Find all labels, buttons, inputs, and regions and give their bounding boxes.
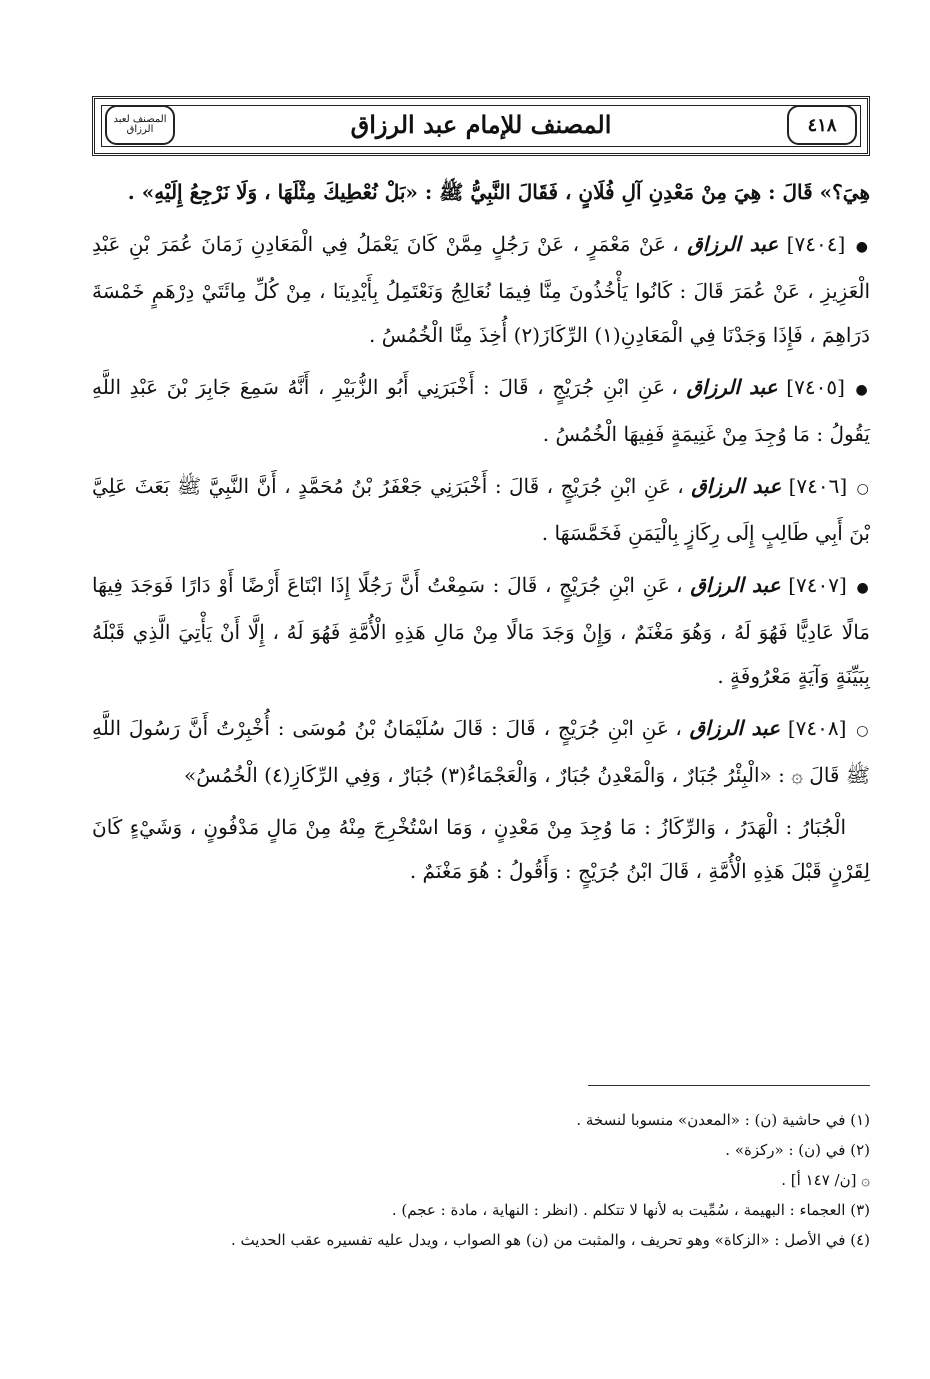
hadith-number: [٧٤٠٨] — [787, 716, 847, 740]
hadith-number: [٧٤٠٥] — [786, 375, 845, 399]
paragraph-text: ، عَنِ ابْنِ جُرَيْجٍ ، قَالَ : سَمِعْتُ أَنَّ رَجُلًا إِذَا ابْتَاعَ أَرْضًا أَوْ دَارًا فَوَجَدَ فِيهَا مَالًا عَادِيًّا فَهُوَ لَهُ ، وَهُوَ مَغْنَمٌ ، وَإِنْ وَجَدَ مَالًا مِنْ مَالِ هَذِهِ الْأُمَّةِ فَهُوَ لَهُ ، إِلَّا أَنْ يَأْتِيَ الَّذِي قَبْلَهُ بِبَيِّنَةٍ وَآيَةٍ مَعْرُوفَةٍ . — [92, 573, 870, 688]
hadith-7405 — [92, 365, 870, 456]
footnote: (٢) في (ن) : «ركزة» . — [725, 1141, 870, 1159]
author-name: عبد الرزاق — [690, 573, 781, 597]
paragraph-text: ، عَنِ ابْنِ جُرَيْجٍ ، قَالَ : أَخْبَرَنِي أَبُو الزُّبَيْرِ ، أَنَّهُ سَمِعَ جَابِرَ بْنَ عَبْدِ اللَّهِ يَقُولُ : مَا وُجِدَ مِنْ غَنِيمَةٍ فَفِيهَا الْخُمُسُ . — [92, 375, 870, 446]
footnote: (٣) العجماء : البهيمة ، سُمِّيت به لأنها لا تتكلم . (انظر : النهاية ، مادة : عجم) . — [391, 1201, 870, 1219]
book-title: المصنف للإمام عبد الرزاق — [350, 110, 612, 139]
paragraph-text: ، عَنْ مَعْمَرٍ ، عَنْ رَجُلٍ مِمَّنْ كَانَ يَعْمَلُ فِي الْمَعَادِنِ زَمَانَ عُمَرَ بْنِ عَبْدِ الْعَزِيزِ ، عَنْ عُمَرَ قَالَ : كَانُوا يَأْخُذُونَ مِنَّا فِيمَا نُعَالِجُ وَنَعْتَمِلُ بِأَيْدِينَا ، مِنْ كُلِّ مِائَتَيْ دِرْهَمٍ خَمْسَةَ دَرَاهِمَ ، فَإِذَا وَجَدْنَا فِي الْمَعَادِنِ(١) الرِّكَازَ(٢) أُخِذَ مِنَّا الْخُمُسُ . — [92, 232, 870, 347]
hadith-7406 — [92, 464, 870, 555]
page-number: ٤١٨ — [807, 114, 837, 136]
open-circle-marker: ○ — [856, 723, 871, 739]
author-name: عبد الرزاق — [689, 716, 780, 740]
title-seal-ornament — [105, 105, 175, 145]
footnote: (٤) في الأصل : «الزكاة» وهو تحريف ، والمثبت من (ن) هو الصواب ، ويدل عليه تفسيره عقب الحديث . — [230, 1231, 870, 1249]
footnote: (١) في حاشية (ن) : «المعدن» منسوبا لنسخة . — [576, 1111, 870, 1129]
paragraph-text: ، عَنِ ابْنِ جُرَيْجٍ ، قَالَ : أَخْبَرَنِي جَعْفَرُ بْنُ مُحَمَّدٍ ، أَنَّ النَّبِيَّ ﷺ بَعَثَ عَلِيَّ بْنَ أَبِي طَالِبٍ إِلَى رِكَازٍ بِالْيَمَنِ فَخَمَّسَهَا . — [92, 474, 870, 545]
filled-circle-marker: ● — [855, 382, 871, 398]
page-number-ornament — [787, 105, 857, 145]
footnote: ۞ [ن/ ١٤٧ أ] . — [781, 1171, 870, 1189]
filled-circle-marker: ● — [856, 580, 871, 596]
paragraph-text: هِيَ؟» قَالَ : هِيَ مِنْ مَعْدِنِ آلِ فُلَانٍ ، فَقَالَ النَّبِيُّ ﷺ : «بَلْ نُعْطِيكَ مِثْلَهَا ، وَلَا نَرْجِعُ إِلَيْهِ» . — [127, 180, 870, 204]
hadith-7408 — [92, 706, 870, 797]
page-header — [92, 96, 870, 156]
seal-text: المصنف لعبد الرزاق — [113, 113, 167, 135]
hadith-7407 — [92, 563, 870, 698]
hadith-number: [٧٤٠٦] — [788, 474, 848, 498]
paragraph-text: ، عَنِ ابْنِ جُرَيْجٍ ، قَالَ : قَالَ سُلَيْمَانُ بْنُ مُوسَى : أُخْبِرْتُ أَنَّ رَسُولَ اللَّهِ ﷺ قَالَ ۞ : «الْبِئْرُ جُبَارٌ ، وَالْمَعْدِنُ جُبَارٌ ، وَالْعَجْمَاءُ(٣) جُبَارٌ ، وَفِي الرِّكَازِ(٤) الْخُمُسُ» — [92, 716, 870, 787]
open-circle-marker: ○ — [856, 481, 870, 497]
hadith-continuation — [92, 170, 870, 214]
author-name: عبد الرزاق — [687, 232, 779, 256]
filled-circle-marker: ● — [855, 239, 870, 255]
footnotes — [92, 1105, 870, 1255]
hadith-number: [٧٤٠٧] — [788, 573, 847, 597]
explanation-paragraph — [92, 805, 870, 893]
hadith-7404 — [92, 222, 870, 357]
hadith-number: [٧٤٠٤] — [786, 232, 846, 256]
footnote-separator — [588, 1085, 870, 1086]
author-name: عبد الرزاق — [686, 375, 778, 399]
paragraph-text: الْجُبَارُ : الْهَدَرُ ، وَالرِّكَازُ : مَا وُجِدَ مِنْ مَعْدِنٍ ، وَمَا اسْتُخْرِجَ مِنْهُ مِنْ مَالٍ مَدْفُونٍ ، وَشَيْءٍ كَانَ لِقَرْنٍ قَبْلَ هَذِهِ الْأُمَّةِ ، قَالَ ابْنُ جُرَيْجٍ : وَأَقُولُ : هُوَ مَغْنَمٌ . — [92, 815, 870, 883]
author-name: عبد الرزاق — [691, 474, 782, 498]
main-text — [92, 170, 870, 901]
